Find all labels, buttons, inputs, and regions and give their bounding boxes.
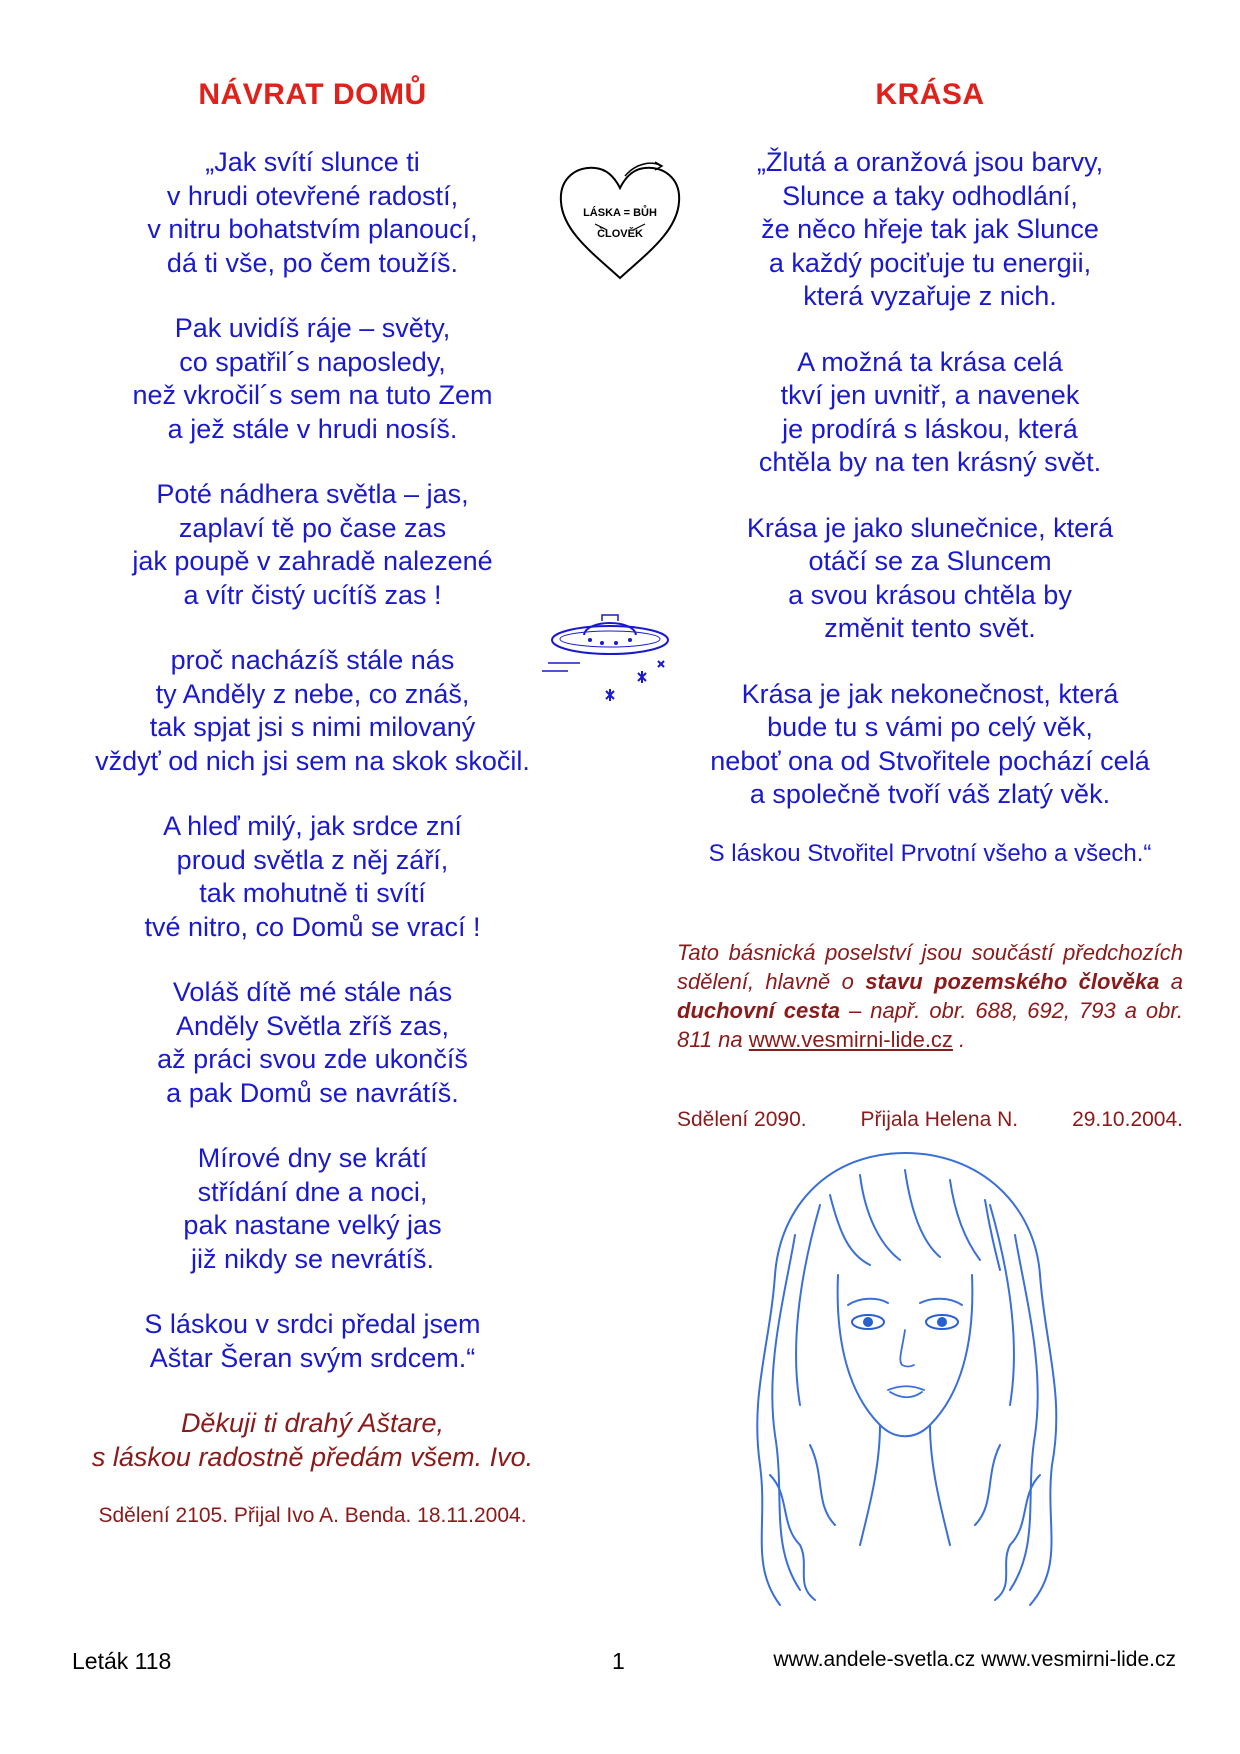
note-bold: duchovní cesta: [677, 998, 841, 1023]
poem-line: proud světla z něj září,: [176, 844, 449, 875]
poem-line: jak poupě v zahradě nalezené: [132, 546, 493, 576]
explanatory-note: [677, 938, 1183, 1054]
poem-line: Anděly Světla zříš zas,: [175, 1010, 450, 1041]
poem-line: v hrudi otevřené radostí,: [166, 180, 459, 211]
thanks-line: Děkuji ti drahý Aštare,: [180, 1408, 445, 1438]
poem-stanza: [60, 810, 565, 944]
poem-stanza: [60, 1142, 565, 1276]
poem-line: Pak uvidíš ráje – světy,: [174, 313, 451, 343]
left-poem-body: [60, 146, 565, 1375]
poem-stanza: [660, 146, 1200, 314]
note-text: Tato básnická poselství jsou součástí předchozích sdělení, hlavně o: [677, 940, 1183, 994]
note-text: .: [952, 1027, 966, 1052]
poem-line: Voláš dítě mé stále nás: [172, 977, 453, 1007]
heart-line1: LÁSKA = BŮH: [583, 207, 657, 219]
poem-line: tkví jen uvnitř, a navenek: [780, 380, 1080, 410]
poem-line: a pak Domů se navrátíš.: [166, 1077, 459, 1108]
note-link[interactable]: www.vesmirni-lide.cz: [748, 1027, 953, 1052]
poem-line: střídání dne a noci,: [197, 1176, 428, 1207]
footer-page-number: 1: [612, 1648, 625, 1674]
message-date: 29.10.2004.: [1072, 1108, 1183, 1131]
poem-line: Krása je jako slunečnice, která: [746, 512, 1114, 543]
poem-line: je prodírá s láskou, která: [782, 413, 1078, 444]
poem-line: chtěla by na ten krásný svět.: [758, 447, 1102, 477]
poem-line: Mírové dny se krátí: [197, 1143, 428, 1173]
note-text: a: [1159, 969, 1183, 994]
poem-stanza: [60, 976, 565, 1110]
poem-line: „Žlutá a oranžová jsou barvy,: [756, 147, 1104, 177]
poem-line: než vkročil´s sem na tuto Zem: [132, 380, 493, 410]
poem-stanza: [660, 512, 1200, 646]
poem-line: A hleď milý, jak srdce zní: [163, 811, 462, 841]
poem-line: vždyť od nich jsi sem na skok skočil.: [95, 745, 530, 776]
poem-line: otáčí se za Sluncem: [808, 546, 1052, 576]
right-poem-title: KRÁSA: [875, 78, 985, 111]
poem-line: tak mohutně ti svítí: [199, 878, 426, 908]
poem-line: Krása je jak nekonečnost, která: [741, 678, 1119, 709]
poem-line: již nikdy se nevrátíš.: [190, 1243, 435, 1274]
poem-line: až práci svou zde ukončíš: [157, 1044, 468, 1074]
poem-line: a vítr čistý ucítíš zas !: [183, 579, 442, 610]
footer-websites: www.andele-svetla.cz www.vesmirni-lide.cz: [773, 1648, 1176, 1671]
poem-line: a jež stále v hrudi nosíš.: [167, 413, 458, 444]
poem-line: Aštar Šeran svým srdcem.“: [149, 1342, 476, 1373]
poem-line: tvé nitro, co Domů se vrací !: [144, 911, 481, 942]
note-bold: stavu pozemského člověka: [865, 969, 1160, 994]
left-poem-title: NÁVRAT DOMŮ: [198, 78, 427, 111]
footer-leaflet-number: Leták 118: [72, 1648, 172, 1674]
poem-line: A možná ta krása celá: [797, 346, 1063, 377]
right-poem-signature: S láskou Stvořitel Prvotní všeho a všech.“: [708, 839, 1152, 867]
poem-line: v nitru bohatstvím planoucí,: [147, 214, 478, 244]
woman-portrait-drawing: [740, 1145, 1070, 1615]
poem-line: a svou krásou chtěla by: [788, 579, 1072, 610]
right-signature-line: [677, 1108, 1183, 1132]
poem-line: S láskou v srdci předal jsem: [144, 1309, 481, 1339]
poem-line: a každý pociťuje tu energii,: [768, 247, 1092, 278]
poem-line: bude tu s vámi po celý věk,: [767, 712, 1093, 742]
poem-line: neboť ona od Stvořitele pochází celá: [710, 745, 1150, 776]
right-poem-column: [660, 78, 1200, 908]
left-poem-column: [60, 78, 565, 1528]
poem-stanza: [60, 312, 565, 446]
poem-line: dá ti vše, po čem toužíš.: [166, 247, 459, 278]
received-by: Přijala Helena N.: [860, 1108, 1019, 1131]
poem-line: tak spjat jsi s nimi milovaný: [149, 712, 476, 742]
left-thanks: [60, 1407, 565, 1474]
thanks-line: s láskou radostně předám všem. Ivo.: [91, 1441, 534, 1472]
poem-line: změnit tento svět.: [824, 613, 1036, 643]
heart-line2: ČLOVĚK: [597, 228, 643, 240]
note-text: – např. obr. 688, 692, 793 a obr. 811 na: [677, 998, 1184, 1052]
poem-line: a společně tvoří váš zlatý věk.: [749, 779, 1111, 809]
poem-line: Poté nádhera světla – jas,: [156, 479, 469, 509]
poem-line: která vyzařuje z nich.: [803, 281, 1057, 311]
poem-stanza: [60, 478, 565, 612]
poem-stanza: [660, 346, 1200, 480]
poem-line: ty Anděly z nebe, co znáš,: [155, 678, 470, 709]
poem-line: „Jak svítí slunce ti: [205, 147, 420, 177]
poem-line: Slunce a taky odhodlání,: [782, 180, 1078, 211]
poem-line: proč nacházíš stále nás: [170, 645, 455, 675]
poem-line: pak nastane velký jas: [183, 1210, 442, 1240]
poem-line: zaplaví tě po čase zas: [178, 512, 447, 543]
poem-stanza: [60, 644, 565, 778]
right-poem-body: [660, 146, 1200, 812]
poem-stanza: [660, 678, 1200, 812]
poem-line: co spatřil´s naposledy,: [179, 346, 446, 377]
poem-stanza: [60, 1308, 565, 1375]
message-id: Sdělení 2090.: [677, 1108, 807, 1131]
poem-line: že něco hřeje tak jak Slunce: [761, 214, 1099, 244]
left-signature: Sdělení 2105. Přijal Ivo A. Benda. 18.11.2004.: [98, 1504, 527, 1527]
poem-stanza: [60, 146, 565, 280]
